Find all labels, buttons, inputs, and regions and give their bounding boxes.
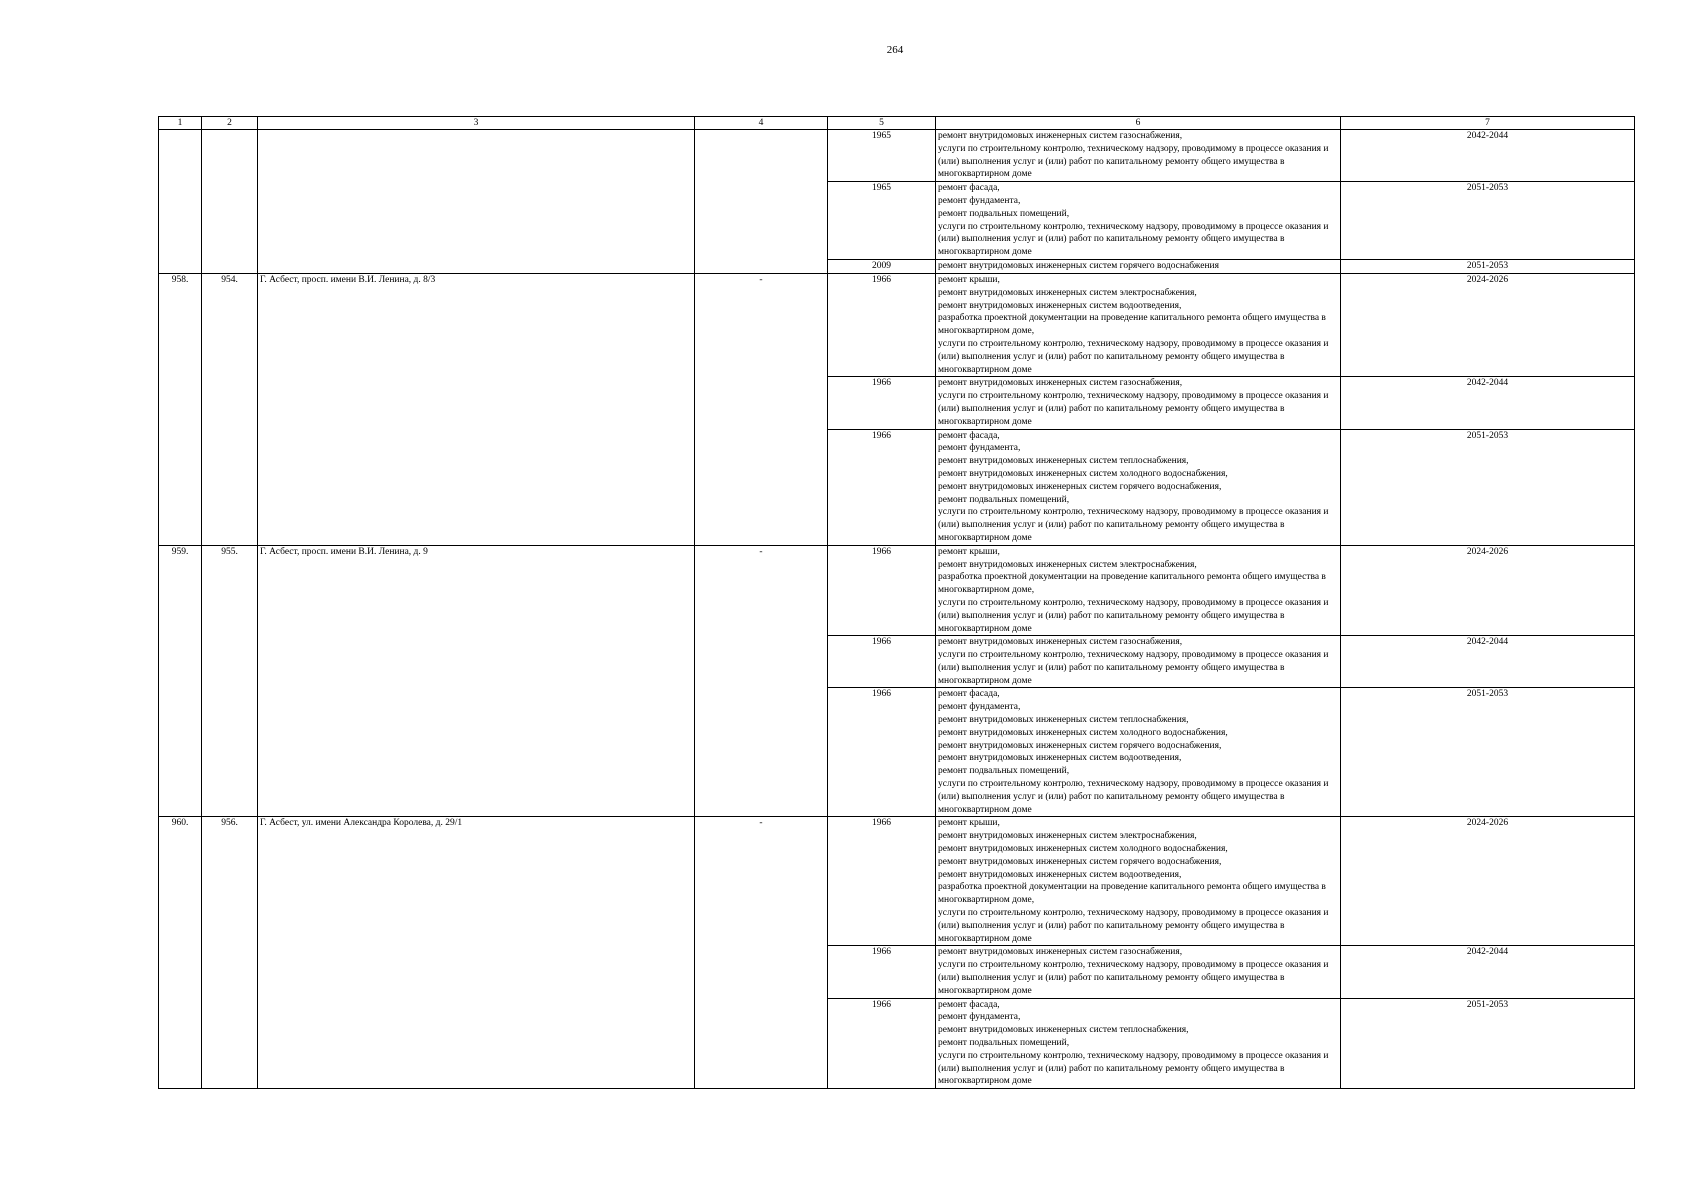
column-header: 1 — [159, 117, 202, 130]
entry-works: ремонт крыши, ремонт внутридомовых инженерных систем электроснабжения, разработка проектной документации на проведение капитального ремонта общего имущества в многоквартирном доме, услуги по строительному контролю, техническому надзору, проводимому в процессе оказания и (или) выполнения услуг и (или) работ по капитальному ремонту общего имущества в многоквартирном доме — [936, 545, 1341, 636]
row-code: 956. — [202, 817, 258, 1089]
table-row — [159, 817, 1635, 946]
row-col4 — [695, 130, 828, 274]
row-address — [258, 130, 695, 274]
table-row — [159, 273, 1635, 376]
row-number: 959. — [159, 545, 202, 817]
row-col4: - — [695, 817, 828, 1089]
entry-year: 1966 — [828, 998, 936, 1089]
entry-year: 1965 — [828, 130, 936, 182]
row-col4: - — [695, 273, 828, 545]
row-number: 958. — [159, 273, 202, 545]
entry-works: ремонт внутридомовых инженерных систем газоснабжения, услуги по строительному контролю, техническому надзору, проводимому в процессе оказания и (или) выполнения услуг и (или) работ по капитальному ремонту общего имущества в многоквартирном доме — [936, 946, 1341, 998]
entry-works: ремонт внутридомовых инженерных систем газоснабжения, услуги по строительному контролю, техническому надзору, проводимому в процессе оказания и (или) выполнения услуг и (или) работ по капитальному ремонту общего имущества в многоквартирном доме — [936, 377, 1341, 429]
entry-works: ремонт крыши, ремонт внутридомовых инженерных систем электроснабжения, ремонт внутридомовых инженерных систем холодного водоснабжения, ремонт внутридомовых инженерных систем горячего водоснабжения, ремонт внутридомовых инженерных систем водоотведения, разработка проектной документации на проведение капитального ремонта общего имущества в многоквартирном доме, услуги по строительному контролю, техническому надзору, проводимому в процессе оказания и (или) выполнения услуг и (или) работ по капитальному ремонту общего имущества в многоквартирном доме — [936, 817, 1341, 946]
row-code: 954. — [202, 273, 258, 545]
entry-works: ремонт фасада, ремонт фундамента, ремонт внутридомовых инженерных систем теплоснабжения, ремонт подвальных помещений, услуги по строительному контролю, техническому надзору, проводимому в процессе оказания и (или) выполнения услуг и (или) работ по капитальному ремонту общего имущества в многоквартирном доме — [936, 998, 1341, 1089]
row-number — [159, 130, 202, 274]
entry-period: 2042-2044 — [1341, 946, 1635, 998]
entry-year: 1966 — [828, 377, 936, 429]
entry-period: 2024-2026 — [1341, 817, 1635, 946]
entry-works: ремонт фасада, ремонт фундамента, ремонт внутридомовых инженерных систем теплоснабжения, ремонт внутридомовых инженерных систем холодного водоснабжения, ремонт внутридомовых инженерных систем горячего водоснабжения, ремонт внутридомовых инженерных систем водоотведения, ремонт подвальных помещений, услуги по строительному контролю, техническому надзору, проводимому в процессе оказания и (или) выполнения услуг и (или) работ по капитальному ремонту общего имущества в многоквартирном доме — [936, 688, 1341, 817]
entry-year: 1966 — [828, 545, 936, 636]
entry-year: 1966 — [828, 946, 936, 998]
header-row — [159, 117, 1635, 130]
entry-period: 2042-2044 — [1341, 636, 1635, 688]
row-address: Г. Асбест, ул. имени Александра Королева, д. 29/1 — [258, 817, 695, 1089]
entry-year: 2009 — [828, 260, 936, 274]
column-header: 6 — [936, 117, 1341, 130]
column-header: 2 — [202, 117, 258, 130]
entry-year: 1966 — [828, 817, 936, 946]
column-header: 3 — [258, 117, 695, 130]
entry-year: 1966 — [828, 636, 936, 688]
table-row — [159, 545, 1635, 636]
entry-works: ремонт фасада, ремонт фундамента, ремонт подвальных помещений, услуги по строительному контролю, техническому надзору, проводимому в процессе оказания и (или) выполнения услуг и (или) работ по капитальному ремонту общего имущества в многоквартирном доме — [936, 182, 1341, 260]
entry-year: 1965 — [828, 182, 936, 260]
capital-repair-table — [158, 116, 1635, 1089]
entry-year: 1966 — [828, 688, 936, 817]
row-address: Г. Асбест, просп. имени В.И. Ленина, д. 9 — [258, 545, 695, 817]
entry-period: 2051-2053 — [1341, 260, 1635, 274]
row-address: Г. Асбест, просп. имени В.И. Ленина, д. 8/3 — [258, 273, 695, 545]
entry-year: 1966 — [828, 273, 936, 376]
row-code — [202, 130, 258, 274]
entry-period: 2042-2044 — [1341, 130, 1635, 182]
entry-period: 2051-2053 — [1341, 688, 1635, 817]
entry-works: ремонт внутридомовых инженерных систем газоснабжения, услуги по строительному контролю, техническому надзору, проводимому в процессе оказания и (или) выполнения услуг и (или) работ по капитальному ремонту общего имущества в многоквартирном доме — [936, 636, 1341, 688]
entry-works: ремонт внутридомовых инженерных систем газоснабжения, услуги по строительному контролю, техническому надзору, проводимому в процессе оказания и (или) выполнения услуг и (или) работ по капитальному ремонту общего имущества в многоквартирном доме — [936, 130, 1341, 182]
column-header: 5 — [828, 117, 936, 130]
entry-period: 2042-2044 — [1341, 377, 1635, 429]
row-col4: - — [695, 545, 828, 817]
row-code: 955. — [202, 545, 258, 817]
table-row — [159, 130, 1635, 182]
entry-works: ремонт внутридомовых инженерных систем горячего водоснабжения — [936, 260, 1341, 274]
entry-period: 2024-2026 — [1341, 545, 1635, 636]
entry-year: 1966 — [828, 429, 936, 545]
page-number: 264 — [886, 44, 904, 56]
column-header: 4 — [695, 117, 828, 130]
entry-period: 2051-2053 — [1341, 998, 1635, 1089]
entry-period: 2051-2053 — [1341, 182, 1635, 260]
row-number: 960. — [159, 817, 202, 1089]
column-header: 7 — [1341, 117, 1635, 130]
entry-works: ремонт фасада, ремонт фундамента, ремонт внутридомовых инженерных систем теплоснабжения, ремонт внутридомовых инженерных систем холодного водоснабжения, ремонт внутридомовых инженерных систем горячего водоснабжения, ремонт подвальных помещений, услуги по строительному контролю, техническому надзору, проводимому в процессе оказания и (или) выполнения услуг и (или) работ по капитальному ремонту общего имущества в многоквартирном доме — [936, 429, 1341, 545]
entry-works: ремонт крыши, ремонт внутридомовых инженерных систем электроснабжения, ремонт внутридомовых инженерных систем водоотведения, разработка проектной документации на проведение капитального ремонта общего имущества в многоквартирном доме, услуги по строительному контролю, техническому надзору, проводимому в процессе оказания и (или) выполнения услуг и (или) работ по капитальному ремонту общего имущества в многоквартирном доме — [936, 273, 1341, 376]
entry-period: 2024-2026 — [1341, 273, 1635, 376]
entry-period: 2051-2053 — [1341, 429, 1635, 545]
